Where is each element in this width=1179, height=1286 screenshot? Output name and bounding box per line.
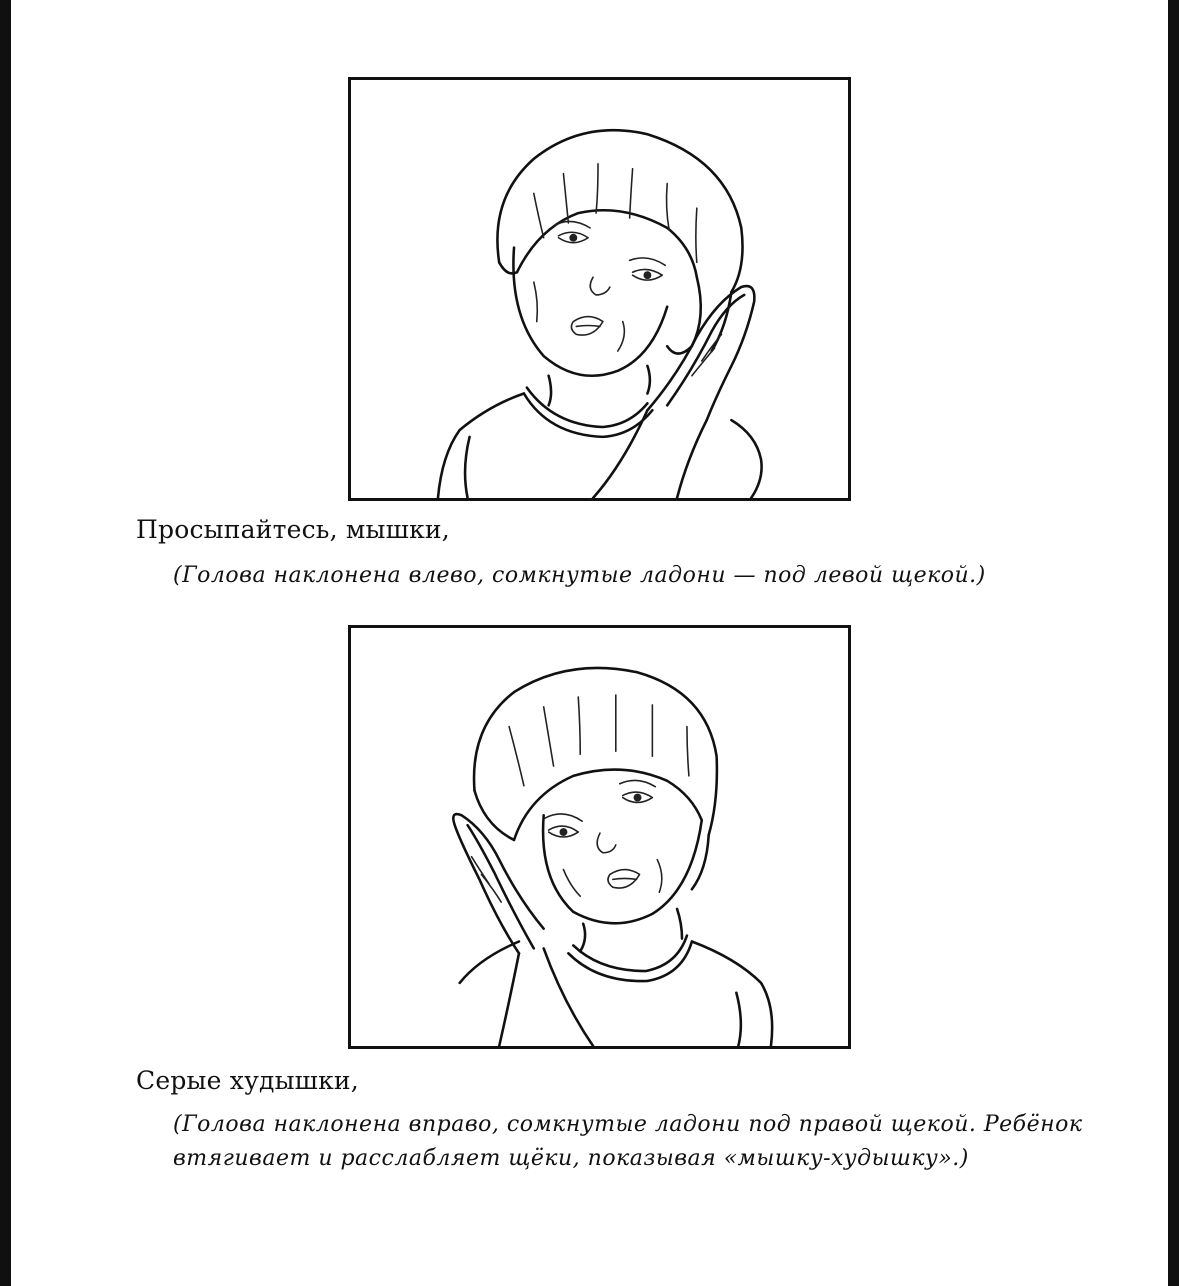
verse-line-1: Просыпайтесь, мышки, (136, 515, 450, 544)
book-page (11, 0, 1168, 1286)
instruction-text-2: (Голова наклонена вправо, сомкнутые ладони под правой щекой. Ребёнок втягивает и расслабляет щёки, показывая «мышку-худышку».) (173, 1112, 1083, 1171)
illustration-frame-2 (348, 625, 851, 1049)
illustration-frame-1 (348, 77, 851, 501)
instruction-text-1: (Голова наклонена влево, сомкнутые ладони — под левой щекой.) (173, 563, 986, 588)
verse-line-2: Серые худышки, (136, 1066, 359, 1095)
child-tilted-right-icon (351, 628, 848, 1046)
child-tilted-left-icon (351, 80, 848, 498)
